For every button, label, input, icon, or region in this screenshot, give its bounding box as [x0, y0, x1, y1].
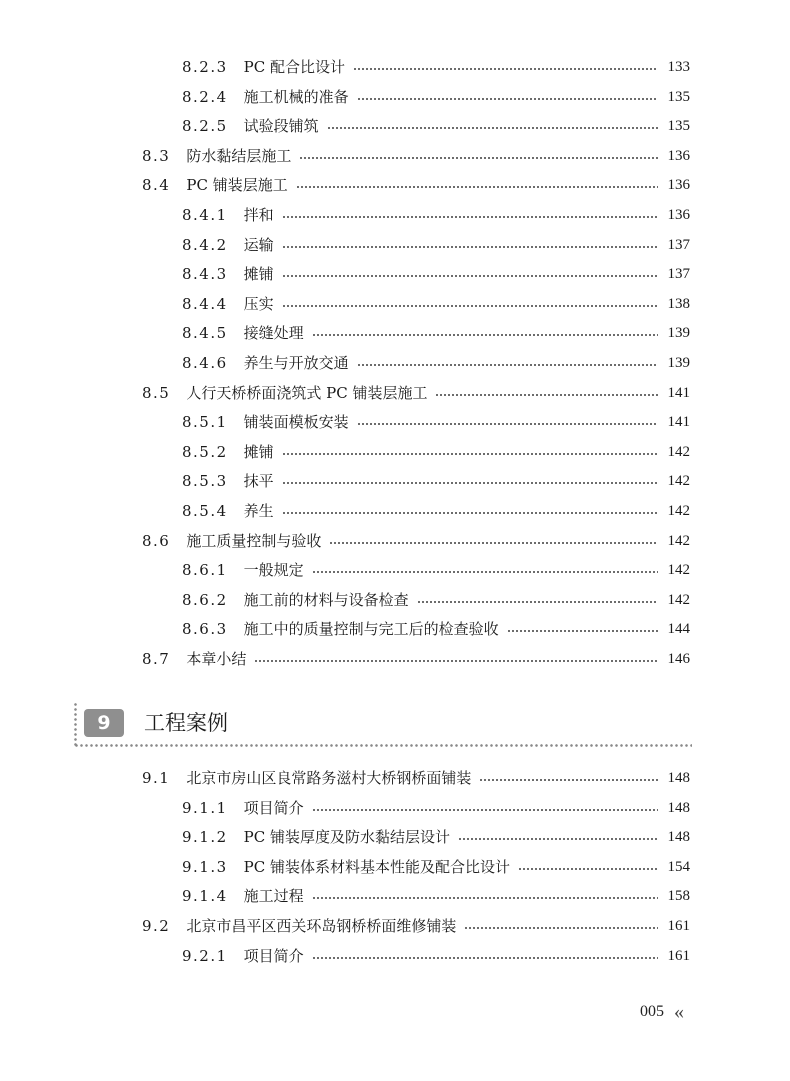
chapter-dotted-rule	[74, 744, 692, 747]
toc-entry[interactable]	[182, 500, 690, 522]
toc-entry-page: 139	[667, 355, 690, 371]
toc-entry[interactable]	[142, 530, 690, 552]
toc-entry-page: 141	[667, 384, 690, 401]
toc-entry[interactable]	[142, 767, 690, 789]
toc-entry-number: 8.5	[142, 383, 171, 402]
chapter-number-badge: 9	[84, 709, 124, 737]
toc-leader-dots	[479, 779, 658, 781]
toc-entry-title: 本章小结	[186, 650, 247, 668]
toc-leader-dots	[357, 364, 658, 366]
toc-entry-page: 161	[667, 947, 690, 964]
toc-entry-title: 接缝处理	[243, 324, 304, 343]
toc-entry-title: 养生与开放交通	[243, 354, 349, 372]
toc-entry-page: 142	[667, 562, 690, 579]
toc-entry-page: 142	[667, 443, 690, 460]
toc-entry[interactable]	[182, 618, 690, 640]
toc-entry-title: 防水黏结层施工	[186, 146, 292, 165]
toc-entry-number: 9.1	[142, 769, 171, 787]
toc-entry-number: 8.5.2	[182, 442, 228, 461]
toc-entry-title: 施工前的材料与设备检查	[243, 590, 409, 609]
toc-entry-title: 施工过程	[243, 887, 304, 906]
page-number: 005	[640, 1003, 664, 1020]
toc-entry-title: 北京市房山区良常路务滋村大桥钢桥面铺装	[186, 769, 472, 787]
toc-entry-title: 摊铺	[243, 442, 274, 461]
chapter-heading	[74, 700, 692, 746]
toc-entry[interactable]	[182, 559, 690, 581]
toc-entry-title: 抹平	[243, 472, 274, 491]
toc-entry-number: 8.5.3	[182, 472, 228, 491]
toc-entry[interactable]	[182, 263, 690, 285]
toc-entry[interactable]	[182, 589, 690, 611]
toc-entry-title: PC 铺装厚度及防水黏结层设计	[243, 828, 451, 847]
toc-entry-page: 139	[667, 325, 690, 342]
toc-entry-title: 养生	[243, 502, 274, 520]
toc-entry[interactable]	[142, 145, 690, 167]
toc-entry-number: 9.1.3	[182, 857, 228, 876]
toc-leader-dots	[312, 809, 658, 811]
toc-entry-title: 项目简介	[243, 798, 304, 817]
toc-entry-page: 158	[667, 888, 690, 905]
toc-entry-title: 试验段铺筑	[243, 117, 319, 136]
toc-entry-title: 北京市昌平区西关环岛钢桥桥面维修铺装	[186, 917, 457, 935]
toc-entry-number: 8.6.1	[182, 561, 228, 580]
toc-entry[interactable]	[182, 234, 690, 256]
toc-leader-dots	[282, 216, 658, 218]
toc-leader-dots	[458, 838, 658, 840]
toc-entry-page: 136	[667, 177, 690, 194]
toc-entry-number: 8.4	[142, 176, 171, 195]
toc-leader-dots	[312, 571, 658, 573]
toc-leader-dots	[282, 482, 658, 484]
toc-entry-number: 9.1.1	[182, 798, 228, 817]
toc-entry-number: 8.4.1	[182, 206, 228, 224]
toc-entry-page: 148	[667, 799, 690, 816]
toc-entry-page: 148	[667, 829, 690, 846]
toc-entry-page: 142	[667, 591, 690, 608]
toc-entry-page: 136	[667, 207, 690, 223]
toc-leader-dots	[435, 394, 658, 396]
toc-entry-number: 8.2.4	[182, 87, 228, 106]
toc-entry-number: 8.5.4	[182, 502, 228, 520]
toc-entry-title: 铺装面模板安装	[243, 413, 349, 432]
toc-entry[interactable]	[142, 174, 690, 196]
toc-entry[interactable]	[182, 115, 690, 137]
toc-entry-page: 146	[667, 651, 690, 667]
toc-entry-page: 154	[667, 858, 690, 875]
toc-entry[interactable]	[182, 204, 690, 226]
toc-entry-number: 9.2	[142, 917, 171, 935]
toc-entry[interactable]	[182, 470, 690, 492]
toc-entry-title: 压实	[243, 294, 274, 313]
toc-entry-title: 运输	[243, 235, 274, 254]
toc-leader-dots	[464, 927, 658, 929]
toc-entry-title: 拌和	[243, 206, 274, 224]
toc-entry-number: 8.5.1	[182, 413, 228, 432]
toc-entry-number: 9.1.4	[182, 887, 228, 906]
toc-entry-page: 133	[667, 59, 690, 75]
toc-leader-dots	[296, 186, 658, 188]
toc-entry[interactable]	[182, 322, 690, 344]
toc-entry-title: 人行天桥桥面浇筑式 PC 铺装层施工	[186, 383, 428, 402]
toc-entry-number: 8.4.4	[182, 294, 228, 313]
toc-entry[interactable]	[142, 915, 690, 937]
chapter-left-rule	[74, 702, 77, 746]
toc-entry[interactable]	[182, 945, 690, 967]
toc-entry-number: 9.1.2	[182, 828, 228, 847]
toc-leader-dots	[312, 334, 658, 336]
toc-entry-page: 161	[667, 918, 690, 934]
toc-leader-dots	[353, 68, 658, 70]
toc-leader-dots	[282, 305, 658, 307]
toc-entry-title: PC 铺装层施工	[186, 176, 288, 195]
toc-entry[interactable]	[182, 293, 690, 315]
toc-entry-page: 135	[667, 118, 690, 135]
toc-entry-title: 一般规定	[243, 561, 304, 580]
page-footer	[640, 1000, 681, 1024]
toc-entry-number: 8.4.6	[182, 354, 228, 372]
toc-entry[interactable]	[182, 86, 690, 108]
toc-entry-number: 8.6	[142, 531, 171, 550]
toc-entry-page: 135	[667, 88, 690, 105]
toc-entry-number: 8.4.5	[182, 324, 228, 343]
toc-entry[interactable]	[182, 352, 690, 374]
toc-entry-page: 142	[667, 532, 690, 549]
toc-entry-title: 施工质量控制与验收	[186, 531, 322, 550]
toc-entry[interactable]	[142, 648, 690, 670]
toc-entry-page: 148	[667, 770, 690, 786]
toc-entry-page: 138	[667, 295, 690, 312]
toc-entry-title: 施工机械的准备	[243, 87, 349, 106]
double-chevron-left-icon: «	[674, 1000, 681, 1023]
toc-entry-number: 8.4.2	[182, 235, 228, 254]
toc-entry-title: 摊铺	[243, 265, 274, 284]
toc-leader-dots	[282, 275, 658, 277]
toc-leader-dots	[329, 542, 658, 544]
toc-entry-page: 137	[667, 266, 690, 283]
toc-entry-number: 8.2.5	[182, 117, 228, 136]
toc-entry[interactable]	[182, 441, 690, 463]
toc-leader-dots	[282, 512, 658, 514]
toc-entry[interactable]	[182, 826, 690, 848]
toc-leader-dots	[282, 453, 658, 455]
toc-entry-number: 8.6.2	[182, 590, 228, 609]
toc-entry-number: 8.2.3	[182, 58, 228, 76]
toc-entry-number: 8.3	[142, 146, 171, 165]
toc-leader-dots	[254, 660, 658, 662]
toc-leader-dots	[417, 601, 658, 603]
toc-leader-dots	[299, 157, 658, 159]
toc-entry-page: 142	[667, 473, 690, 490]
toc-entry[interactable]	[182, 56, 690, 78]
toc-leader-dots	[312, 957, 658, 959]
toc-entry-page: 136	[667, 147, 690, 164]
toc-entry[interactable]	[182, 797, 690, 819]
toc-entry-page: 142	[667, 503, 690, 519]
chapter-title: 工程案例	[144, 711, 228, 735]
toc-leader-dots	[507, 630, 658, 632]
toc-leader-dots	[357, 423, 658, 425]
toc-entry-page: 141	[667, 414, 690, 431]
toc-entry[interactable]	[142, 382, 690, 404]
toc-entry[interactable]	[182, 885, 690, 907]
toc-entry-title: 项目简介	[243, 946, 304, 965]
toc-entry-title: 施工中的质量控制与完工后的检查验收	[243, 620, 499, 639]
toc-leader-dots	[282, 246, 658, 248]
toc-entry[interactable]	[182, 411, 690, 433]
toc-entry-number: 9.2.1	[182, 946, 228, 965]
toc-entry-page: 137	[667, 236, 690, 253]
toc-entry-number: 8.7	[142, 650, 171, 668]
toc-leader-dots	[312, 897, 658, 899]
toc-entry-number: 8.6.3	[182, 620, 228, 639]
toc-entry-page: 144	[667, 621, 690, 638]
toc-entry[interactable]	[182, 856, 690, 878]
toc-entry-title: PC 配合比设计	[243, 58, 346, 76]
toc-leader-dots	[327, 127, 658, 129]
toc-entry-title: PC 铺装体系材料基本性能及配合比设计	[243, 857, 511, 876]
toc-entry-number: 8.4.3	[182, 265, 228, 284]
toc-leader-dots	[357, 98, 658, 100]
toc-leader-dots	[518, 868, 658, 870]
